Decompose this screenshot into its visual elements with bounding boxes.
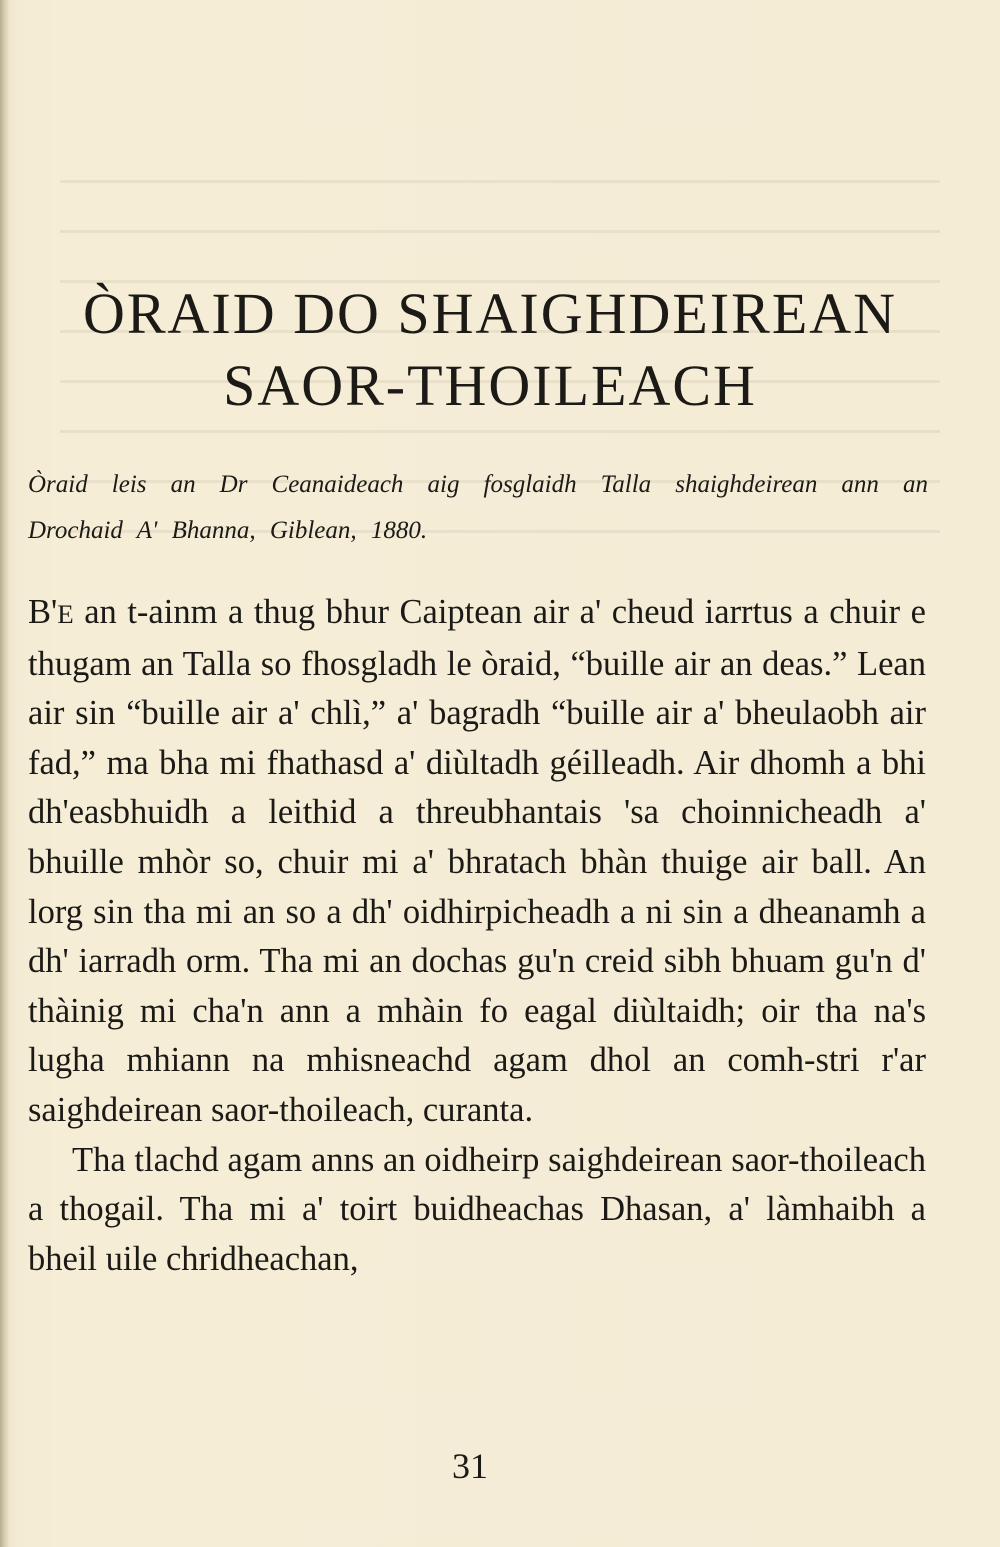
paragraph-2: Tha tlachd agam anns an oidheirp saighdeirean saor-thoileach a thogail. Tha mi a' toirt buidheachas Dhasan, a' làmhaibh a bheil uile chridheachan, — [28, 1140, 926, 1278]
subtitle: Òraid leis an Dr Ceanaideach aig fosglaidh Talla shaighdeirean ann an Drochaid A' Bhanna, Giblean, 1880. — [28, 471, 928, 544]
body-text — [28, 588, 926, 1284]
page-title — [20, 278, 960, 422]
paragraph-1-opening: B' — [28, 593, 58, 631]
paragraph-1 — [28, 588, 926, 1136]
paragraph-1-smallcap: E — [57, 599, 74, 629]
title-line-1: ÒRAID DO SHAIGHDEIREAN — [82, 281, 898, 346]
page-number: 31 — [452, 1446, 488, 1486]
paragraph-1-text: an t-ainm a thug bhur Caiptean air a' cheud iarrtus a chuir e thugam an Talla so fhosgladh le òraid, “buille air an deas.” Lean air sin “buille air a' chlì,” a' bagradh “buille air a' bheulaobh air fad,” ma bha mi fhathasd a' diùltadh géilleadh. Air dhomh a bhi dh'easbhuidh a leithid a threubhantais 'sa choinnicheadh a' bhuille mhòr so, chuir mi a' bhratach bhàn thuige air ball. An lorg sin tha mi an so a dh' oidhirpicheadh a ni sin a dheanamh a dh' iarradh orm. Tha mi an dochas gu'n creid sibh bhuam gu'n d' thàinig mi cha'n ann a mhàin fo eagal diùltaidh; oir tha na's lugha mhiann na mhisneachd agam dhol an comh-stri r'ar saighdeirean saor-thoileach, curanta. — [28, 593, 926, 1129]
binding-edge — [0, 0, 9, 1547]
title-line-2: SAOR-THOILEACH — [223, 353, 757, 418]
